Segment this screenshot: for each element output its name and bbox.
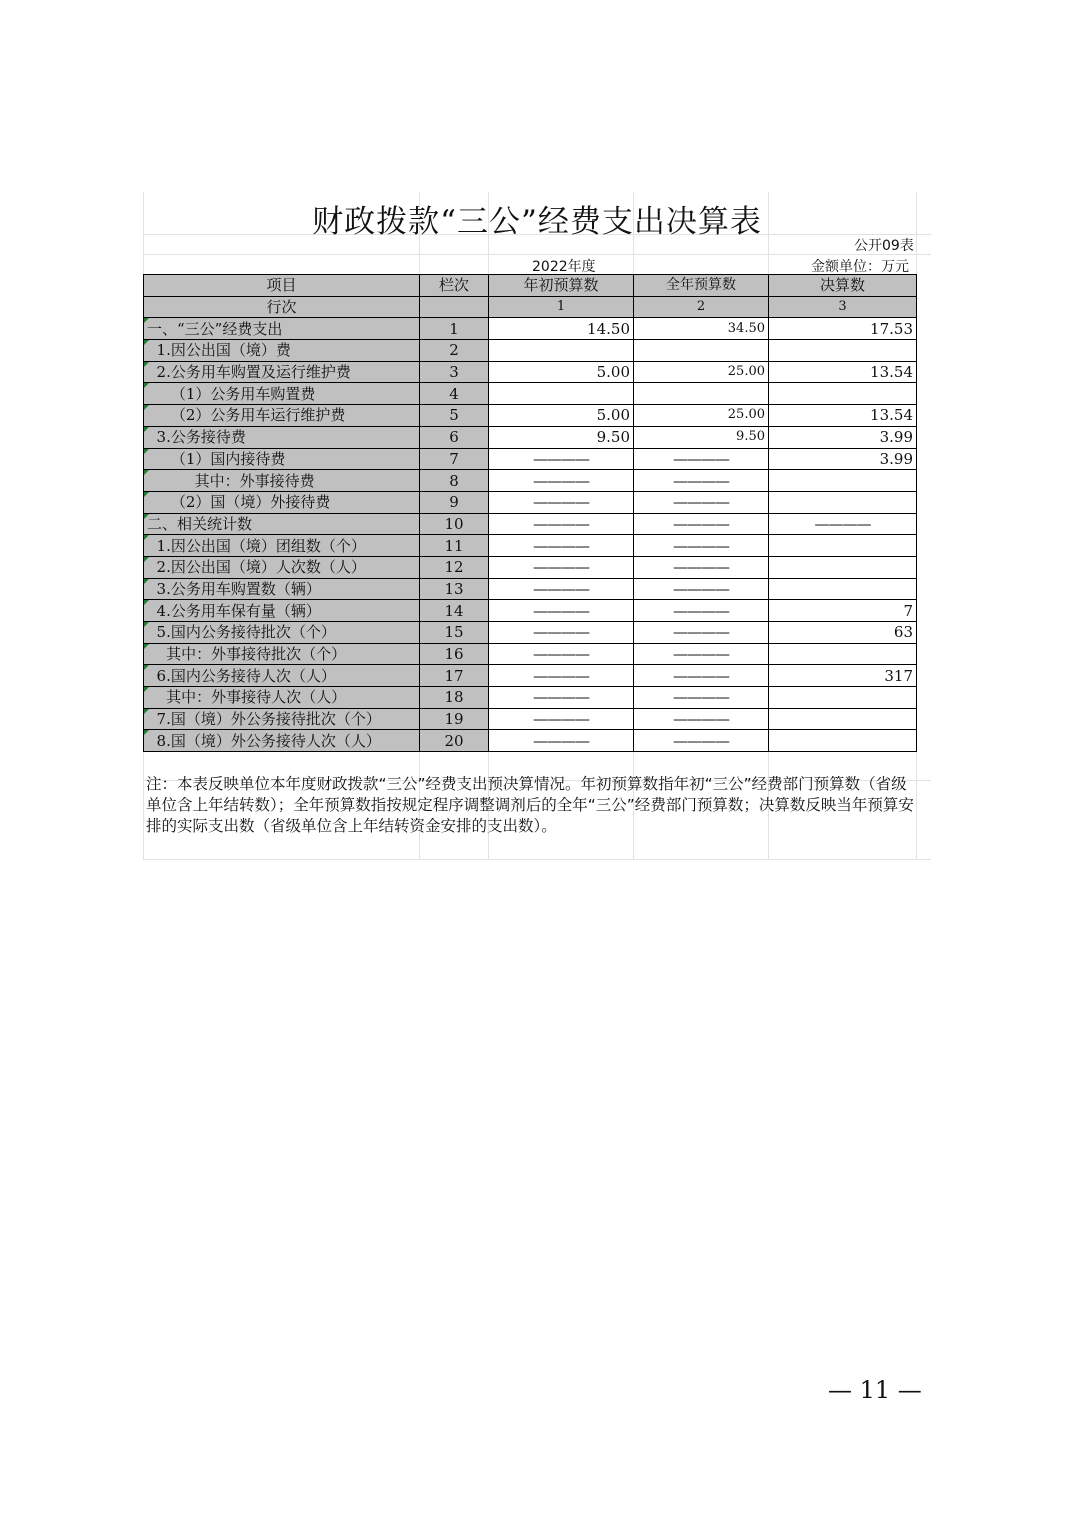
row-label: 1.因公出国（境）团组数（个）	[144, 535, 420, 557]
row-label: 其中：外事接待费	[144, 470, 420, 492]
row-label: （1）国内接待费	[144, 448, 420, 470]
header-col-no: 栏次	[420, 275, 489, 297]
annual-budget-cell: ————	[634, 491, 769, 513]
table-row	[144, 556, 917, 578]
initial-budget-cell: ————	[489, 448, 634, 470]
row-label: 5.国内公务接待批次（个）	[144, 622, 420, 644]
expenditure-table	[143, 274, 917, 752]
annual-budget-cell: ————	[634, 535, 769, 557]
row-label: （1）公务用车购置费	[144, 383, 420, 405]
row-label: 3.公务接待费	[144, 426, 420, 448]
annual-budget-cell	[634, 340, 769, 362]
index-c1: 1	[489, 296, 634, 318]
index-c2: 2	[634, 296, 769, 318]
table-row	[144, 708, 917, 730]
initial-budget-cell: ————	[489, 622, 634, 644]
row-number: 4	[420, 383, 489, 405]
index-c3: 3	[769, 296, 917, 318]
initial-budget-cell: ————	[489, 643, 634, 665]
row-number: 13	[420, 578, 489, 600]
annual-budget-cell: ————	[634, 687, 769, 709]
final-accounts-cell: 3.99	[769, 448, 917, 470]
row-number: 15	[420, 622, 489, 644]
final-accounts-cell	[769, 578, 917, 600]
row-label: （2）公务用车运行维护费	[144, 405, 420, 427]
table-row	[144, 578, 917, 600]
row-number: 2	[420, 340, 489, 362]
annual-budget-cell: 34.50	[634, 318, 769, 340]
initial-budget-cell: ————	[489, 687, 634, 709]
annual-budget-cell: 25.00	[634, 361, 769, 383]
initial-budget-cell: 5.00	[489, 361, 634, 383]
table-row	[144, 318, 917, 340]
final-accounts-cell	[769, 730, 917, 752]
initial-budget-cell: ————	[489, 665, 634, 687]
header-item: 项目	[144, 275, 420, 297]
footnote: 注：本表反映单位本年度财政拨款“三公”经费支出预决算情况。年初预算数指年初“三公”经费部门预算数（省级单位含上年结转数）；全年预算数指按规定程序调整调剂后的全年“三公”经费部门预算数；决算数反映当年预算安排的实际支出数（省级单位含上年结转资金安排的支出数）。	[146, 775, 914, 835]
index-row	[144, 296, 917, 318]
annual-budget-cell: ————	[634, 600, 769, 622]
row-number: 11	[420, 535, 489, 557]
final-accounts-cell	[769, 687, 917, 709]
row-number: 14	[420, 600, 489, 622]
header-annual-budget: 全年预算数	[634, 275, 769, 297]
table-row	[144, 426, 917, 448]
header-initial-budget: 年初预算数	[489, 275, 634, 297]
page-number: — 11 —	[828, 1376, 922, 1404]
row-number: 7	[420, 448, 489, 470]
annual-budget-cell: ————	[634, 513, 769, 535]
spreadsheet-area	[143, 192, 931, 860]
annual-budget-cell: 25.00	[634, 405, 769, 427]
annual-budget-cell: ————	[634, 708, 769, 730]
index-no	[420, 296, 489, 318]
table-row	[144, 600, 917, 622]
initial-budget-cell: ————	[489, 535, 634, 557]
final-accounts-cell	[769, 643, 917, 665]
row-number: 12	[420, 556, 489, 578]
unit-label: 金额单位：万元	[811, 259, 909, 275]
final-accounts-cell: 7	[769, 600, 917, 622]
table-row	[144, 535, 917, 557]
initial-budget-cell: ————	[489, 578, 634, 600]
row-number: 8	[420, 470, 489, 492]
row-label: 其中：外事接待批次（个）	[144, 643, 420, 665]
annual-budget-cell: ————	[634, 665, 769, 687]
row-number: 16	[420, 643, 489, 665]
annual-budget-cell	[634, 383, 769, 405]
row-label: （2）国（境）外接待费	[144, 491, 420, 513]
annual-budget-cell: ————	[634, 448, 769, 470]
row-label: 1.因公出国（境）费	[144, 340, 420, 362]
index-label: 行次	[144, 296, 420, 318]
row-number: 17	[420, 665, 489, 687]
row-label: 3.公务用车购置数（辆）	[144, 578, 420, 600]
initial-budget-cell: ————	[489, 491, 634, 513]
final-accounts-cell	[769, 491, 917, 513]
table-row	[144, 622, 917, 644]
table-row	[144, 665, 917, 687]
initial-budget-cell: ————	[489, 556, 634, 578]
initial-budget-cell	[489, 340, 634, 362]
annual-budget-cell: ————	[634, 578, 769, 600]
row-label: 一、“三公”经费支出	[144, 318, 420, 340]
row-label: 7.国（境）外公务接待批次（个）	[144, 708, 420, 730]
annual-budget-cell: ————	[634, 622, 769, 644]
initial-budget-cell: ————	[489, 513, 634, 535]
table-row	[144, 730, 917, 752]
table-row	[144, 448, 917, 470]
row-number: 3	[420, 361, 489, 383]
table-row	[144, 491, 917, 513]
row-number: 10	[420, 513, 489, 535]
header-row	[144, 275, 917, 297]
gridline	[143, 254, 931, 255]
annual-budget-cell: ————	[634, 643, 769, 665]
row-label: 2.公务用车购置及运行维护费	[144, 361, 420, 383]
table-row	[144, 361, 917, 383]
row-number: 18	[420, 687, 489, 709]
row-number: 6	[420, 426, 489, 448]
row-number: 5	[420, 405, 489, 427]
final-accounts-cell	[769, 383, 917, 405]
initial-budget-cell: ————	[489, 600, 634, 622]
initial-budget-cell	[489, 383, 634, 405]
initial-budget-cell: 5.00	[489, 405, 634, 427]
table-row	[144, 405, 917, 427]
final-accounts-cell	[769, 535, 917, 557]
final-accounts-cell: 317	[769, 665, 917, 687]
annual-budget-cell: ————	[634, 470, 769, 492]
row-number: 1	[420, 318, 489, 340]
final-accounts-cell	[769, 556, 917, 578]
initial-budget-cell: ————	[489, 708, 634, 730]
row-label: 2.因公出国（境）人次数（人）	[144, 556, 420, 578]
final-accounts-cell: 63	[769, 622, 917, 644]
row-label: 6.国内公务接待人次（人）	[144, 665, 420, 687]
row-number: 19	[420, 708, 489, 730]
table-row	[144, 513, 917, 535]
fiscal-year: 2022年度	[532, 259, 596, 275]
initial-budget-cell: ————	[489, 470, 634, 492]
final-accounts-cell	[769, 340, 917, 362]
initial-budget-cell: 9.50	[489, 426, 634, 448]
final-accounts-cell: 3.99	[769, 426, 917, 448]
annual-budget-cell: ————	[634, 556, 769, 578]
final-accounts-cell	[769, 708, 917, 730]
header-final-accounts: 决算数	[769, 275, 917, 297]
row-label: 其中：外事接待人次（人）	[144, 687, 420, 709]
final-accounts-cell: ————	[769, 513, 917, 535]
row-label: 4.公务用车保有量（辆）	[144, 600, 420, 622]
row-number: 20	[420, 730, 489, 752]
annual-budget-cell: ————	[634, 730, 769, 752]
row-number: 9	[420, 491, 489, 513]
initial-budget-cell: 14.50	[489, 318, 634, 340]
final-accounts-cell: 13.54	[769, 361, 917, 383]
form-number: 公开09表	[854, 238, 914, 254]
initial-budget-cell: ————	[489, 730, 634, 752]
annual-budget-cell: 9.50	[634, 426, 769, 448]
table-row	[144, 470, 917, 492]
table-title: 财政拨款“三公”经费支出决算表	[312, 204, 762, 240]
final-accounts-cell	[769, 470, 917, 492]
table-row	[144, 687, 917, 709]
row-label: 二、相关统计数	[144, 513, 420, 535]
final-accounts-cell: 13.54	[769, 405, 917, 427]
gridline	[143, 859, 931, 860]
table-row	[144, 340, 917, 362]
final-accounts-cell: 17.53	[769, 318, 917, 340]
row-label: 8.国（境）外公务接待人次（人）	[144, 730, 420, 752]
table-row	[144, 383, 917, 405]
table-row	[144, 643, 917, 665]
